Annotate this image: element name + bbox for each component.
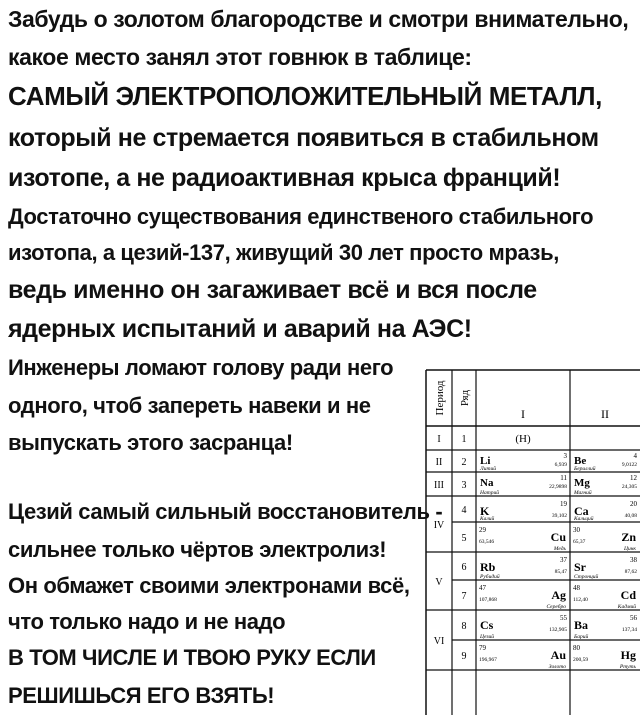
text-line-18: РЕШИШЬСЯ ЕГО ВЗЯТЬ!: [8, 683, 275, 708]
period-label: IV: [433, 520, 445, 531]
element-ca-number: 20: [630, 500, 637, 508]
row-label: 5: [461, 533, 467, 544]
row-label: 8: [461, 621, 467, 632]
period-label: V: [435, 577, 443, 588]
element-zn-mass: 65,37: [573, 539, 586, 545]
element-cs-number: 55: [560, 614, 567, 622]
element-ag-mass: 107,868: [479, 597, 497, 603]
element-ag-symbol: Ag: [551, 588, 566, 602]
element-na-symbol: Na: [480, 477, 494, 489]
element-sr-symbol: Sr: [574, 560, 586, 574]
row-label: 2: [461, 457, 467, 468]
element-au-name: Золото: [548, 664, 566, 670]
element-ca-name: Кальций: [574, 516, 594, 522]
element-rb-number: 37: [560, 556, 567, 564]
element-cd-name: Кадмий: [617, 604, 636, 610]
text-line-1: Забудь о золотом благородстве и смотри внимательно,: [8, 6, 629, 32]
text-line-9: ядерных испытаний и аварий на АЭС!: [8, 315, 472, 343]
element-rb-name: Рубидий: [480, 574, 500, 580]
element-li-number: 3: [563, 452, 567, 460]
element-li-mass: 6,939: [554, 462, 567, 468]
text-line-5: изотопе, а не радиоактивная крыса франций!: [8, 164, 561, 192]
element-hg-mass: 200,59: [573, 657, 589, 663]
period-label: III: [434, 480, 444, 491]
element-ca-symbol: Ca: [574, 504, 589, 518]
row-label: 9: [461, 651, 467, 662]
element-ba-symbol: Ba: [574, 618, 589, 632]
text-line-14: сильнее только чёртов электролиз!: [8, 537, 387, 562]
period-label: II: [435, 457, 443, 468]
element-mg-symbol: Mg: [574, 477, 590, 489]
element-rb-mass: 85,47: [554, 569, 567, 575]
element-cd-mass: 112,40: [573, 597, 588, 603]
element-sr-number: 38: [630, 556, 637, 564]
text-line-7: изотопа, а цезий-137, живущий 30 лет просто мразь,: [8, 240, 559, 265]
element-ba-name: Барий: [574, 634, 589, 640]
header-row: Ряд: [459, 389, 471, 407]
element-li-symbol: Li: [480, 455, 491, 467]
element-k-name: Калий: [480, 516, 495, 522]
element-au-symbol: Au: [550, 648, 566, 662]
element-cd-symbol: Cd: [620, 588, 636, 602]
element-sr-mass: 87,62: [624, 569, 637, 575]
element-mg-name: Магний: [574, 490, 592, 496]
element-ba-number: 56: [630, 614, 637, 622]
element-sr-name: Стронций: [574, 574, 599, 580]
element-rb-symbol: Rb: [480, 560, 496, 574]
text-line-3: САМЫЙ ЭЛЕКТРОПОЛОЖИТЕЛЬНЫЙ МЕТАЛЛ,: [8, 81, 602, 111]
element-cu-name: Медь: [553, 546, 566, 552]
element-zn-number: 30: [573, 526, 580, 534]
text-line-2: какое место занял этот говнюк в таблице:: [8, 44, 472, 70]
text-line-17: В ТОМ ЧИСЛЕ И ТВОЮ РУКУ ЕСЛИ: [8, 645, 376, 670]
element-cu-number: 29: [479, 526, 486, 534]
row-label: 3: [461, 480, 467, 491]
element-cu-mass: 63,546: [479, 539, 495, 545]
row-label: 1: [461, 434, 467, 445]
element-k-symbol: K: [480, 504, 490, 518]
period-label: I: [437, 434, 441, 445]
element-ag-name: Серебро: [546, 604, 566, 610]
element-cs-symbol: Cs: [480, 618, 494, 632]
element-be-number: 4: [633, 452, 637, 460]
element-hg-symbol: Hg: [620, 648, 636, 662]
element-li-name: Литий: [480, 466, 496, 472]
text-line-15: Он обмажет своими электронами всё,: [8, 573, 410, 598]
element-cs-mass: 132,905: [549, 627, 567, 633]
element-cs-name: Цезий: [480, 634, 494, 640]
element-hg-number: 80: [573, 644, 580, 652]
element-mg-mass: 24,305: [621, 484, 637, 490]
element-hg-name: Ртуть: [619, 664, 636, 670]
element-k-number: 19: [560, 500, 567, 508]
periodic-table: [424, 368, 640, 715]
row-label: 7: [461, 591, 467, 602]
element-zn-symbol: Zn: [621, 530, 636, 544]
text-line-12: выпускать этого засранца!: [8, 430, 293, 455]
element-ag-number: 47: [479, 584, 486, 592]
element-zn-name: Цинк: [623, 546, 636, 552]
row-label: 4: [461, 505, 467, 516]
element-mg-number: 12: [630, 474, 637, 482]
row-label: 6: [461, 562, 467, 573]
element-be-mass: 9,0122: [621, 462, 637, 468]
element-au-mass: 196,967: [479, 657, 497, 663]
element-be-name: Бериллий: [574, 466, 596, 472]
header-period: Период: [434, 380, 446, 416]
element-au-number: 79: [479, 644, 486, 652]
text-line-16: что только надо и не надо: [8, 609, 286, 634]
element-cu-symbol: Cu: [550, 530, 566, 544]
element-na-number: 11: [560, 474, 567, 482]
element-be-symbol: Be: [574, 455, 587, 467]
element-na-mass: 22,9898: [549, 484, 567, 490]
element-cd-number: 48: [573, 584, 580, 592]
header-group-2: II: [601, 407, 609, 421]
header-group-1: I: [521, 407, 525, 421]
text-line-8: ведь именно он загаживает всё и вся после: [8, 276, 537, 304]
element-ca-mass: 40,08: [624, 513, 637, 519]
element-ba-mass: 137,34: [621, 627, 637, 633]
text-line-10: Инженеры ломают голову ради него: [8, 355, 394, 380]
text-line-13: Цезий самый сильный восстановитель -: [8, 499, 443, 524]
period-label: VI: [433, 636, 445, 647]
element-na-name: Натрий: [480, 490, 499, 496]
text-line-11: одного, чтоб запереть навеки и не: [8, 393, 371, 418]
text-line-6: Достаточно существования единственого стабильного: [8, 204, 594, 229]
element-k-mass: 39,102: [551, 513, 567, 519]
text-line-4: который не стремается появиться в стабильном: [8, 124, 599, 152]
hydrogen-cell: (H): [515, 433, 531, 445]
